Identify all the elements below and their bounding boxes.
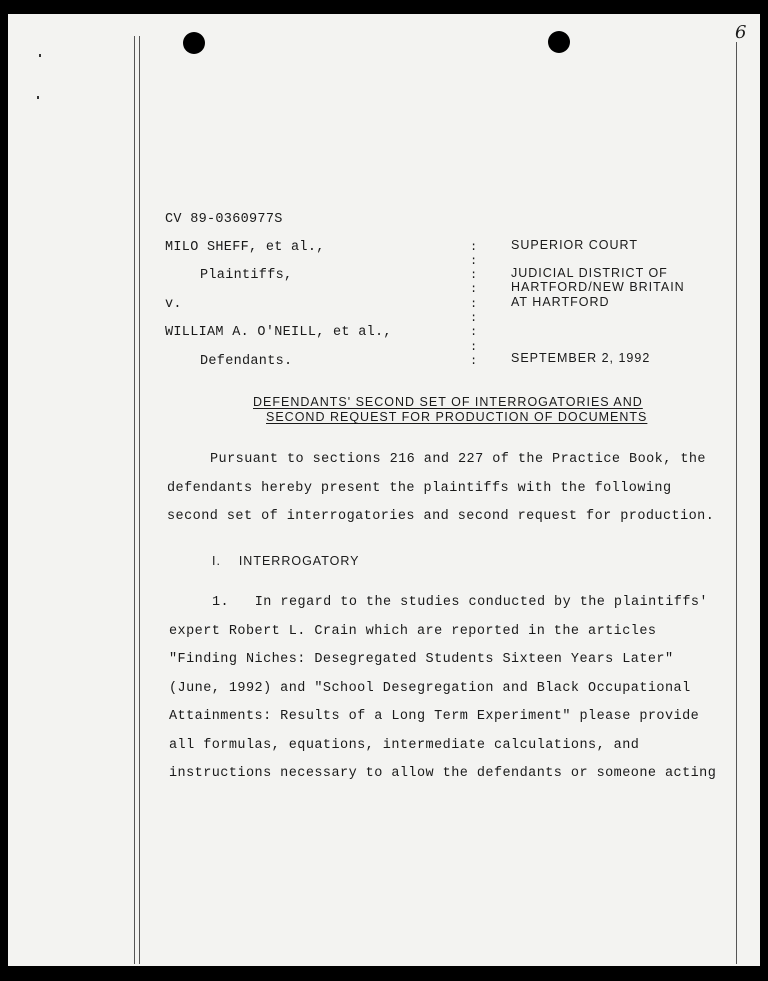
- plaintiff-name: MILO SHEFF, et al.,: [165, 240, 325, 255]
- caption-separator-colon: :: [470, 240, 478, 254]
- stray-mark: [37, 96, 39, 99]
- item1-line-7: instructions necessary to allow the defendants or someone acting: [169, 766, 717, 781]
- handwritten-page-number: 6: [735, 22, 747, 43]
- intro-line-3: second set of interrogatories and second request for production.: [167, 509, 715, 524]
- filing-date: SEPTEMBER 2, 1992: [511, 351, 651, 365]
- court-name: SUPERIOR COURT: [511, 238, 638, 252]
- item1-line-5: Attainments: Results of a Long Term Experiment" please provide: [169, 709, 700, 724]
- section-heading: I. INTERROGATORY: [212, 554, 360, 568]
- left-margin-rule-inner: [139, 36, 140, 964]
- punch-hole-left: [183, 32, 205, 54]
- item1-line-3: "Finding Niches: Desegregated Students Sixteen Years Later": [169, 652, 674, 667]
- document-title-line-1: DEFENDANTS' SECOND SET OF INTERROGATORIES AND: [253, 395, 643, 409]
- caption-separator-colon: :: [470, 254, 478, 268]
- stray-mark: [39, 54, 41, 57]
- caption-separator-colon: :: [470, 282, 478, 296]
- district-line-1: JUDICIAL DISTRICT OF: [511, 266, 668, 280]
- defendant-role: Defendants.: [200, 354, 293, 369]
- case-number: CV 89-0360977S: [165, 212, 283, 227]
- district-line-2: HARTFORD/NEW BRITAIN: [511, 280, 685, 294]
- item1-line-4: (June, 1992) and "School Desegregation and Black Occupational: [169, 681, 691, 696]
- right-margin-rule: [736, 42, 737, 964]
- left-margin-rule: [134, 36, 135, 964]
- item1-line-2: expert Robert L. Crain which are reported in the articles: [169, 624, 657, 639]
- plaintiff-role: Plaintiffs,: [200, 268, 293, 283]
- caption-separator-colon: :: [470, 311, 478, 325]
- caption-separator-colon: :: [470, 354, 478, 368]
- item1-line-6: all formulas, equations, intermediate calculations, and: [169, 738, 640, 753]
- versus: v.: [165, 297, 182, 312]
- item1-line-1: 1. In regard to the studies conducted by the plaintiffs': [212, 595, 708, 610]
- caption-separator-colon: :: [470, 297, 478, 311]
- document-page: [8, 14, 760, 966]
- district-line-3: AT HARTFORD: [511, 295, 610, 309]
- intro-line-2: defendants hereby present the plaintiffs with the following: [167, 481, 672, 496]
- caption-separator-colon: :: [470, 325, 478, 339]
- document-title-line-2: SECOND REQUEST FOR PRODUCTION OF DOCUMENTS: [266, 410, 648, 424]
- punch-hole-right: [548, 31, 570, 53]
- defendant-name: WILLIAM A. O'NEILL, et al.,: [165, 325, 392, 340]
- caption-separator-colon: :: [470, 268, 478, 282]
- caption-separator-colon: :: [470, 340, 478, 354]
- intro-line-1: Pursuant to sections 216 and 227 of the Practice Book, the: [210, 452, 706, 467]
